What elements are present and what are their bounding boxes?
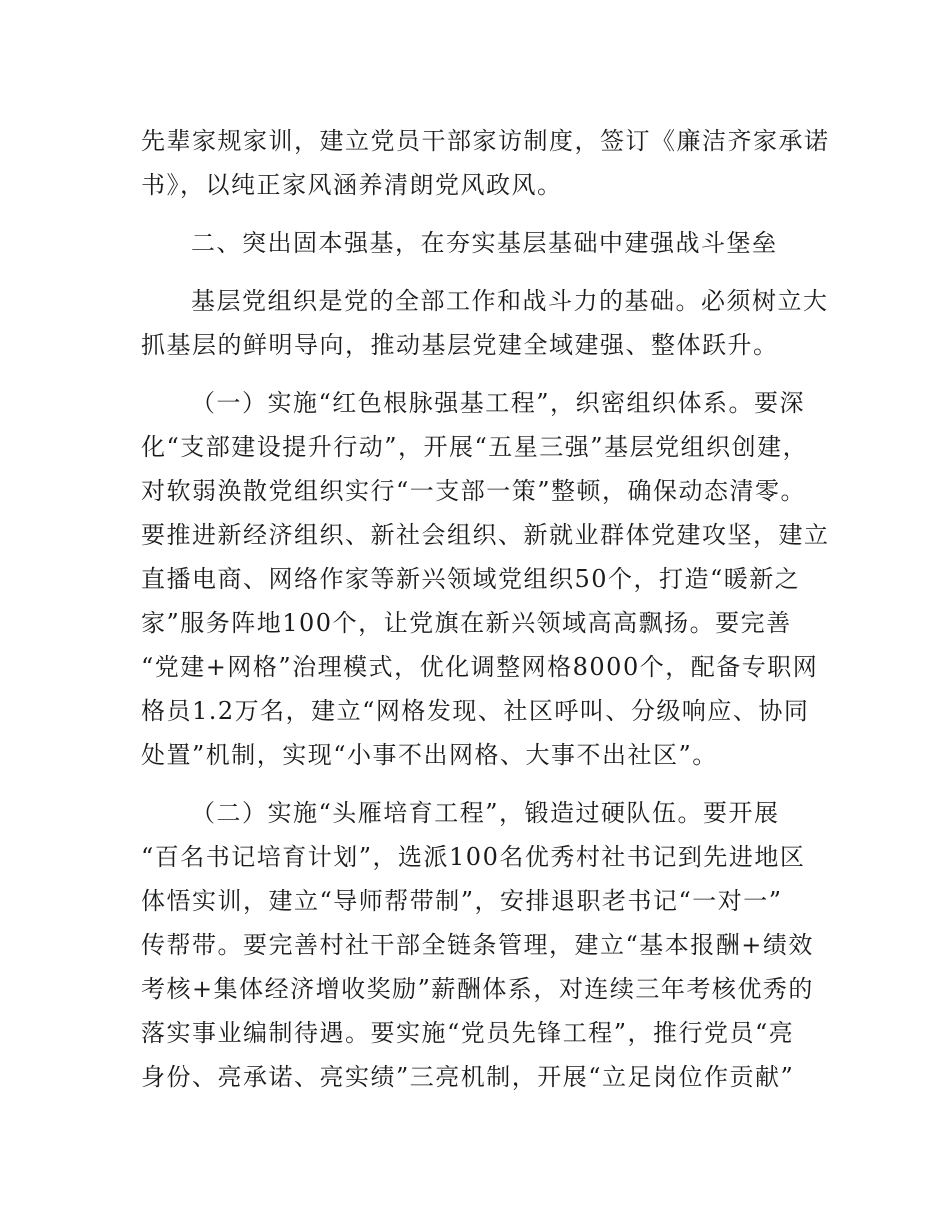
text-line: 家”服务阵地100个，让党旗在新兴领域高高飘扬。要完善: [141, 609, 792, 637]
subsection-lead: （二）实施“头雁培育工程”，锻造过硬队伍。要开展: [191, 799, 780, 827]
document-body: [141, 119, 830, 1099]
text-line: “百名书记培育计划”，选派100名优秀村社书记到先进地区: [141, 843, 806, 871]
text-line: 处置”机制，实现“小事不出网格、大事不出社区”。: [141, 741, 718, 769]
text-line: 直播电商、网络作家等新兴领域党组织50个，打造“暖新之: [141, 565, 801, 593]
text-line: 抓基层的鲜明导向，推动基层党建全域建强、整体跃升。: [141, 331, 779, 359]
text-line: 格员1.2万名，建立“网格发现、社区呼叫、分级响应、协同: [141, 697, 810, 725]
section-heading: 二、突出固本强基，在夯实基层基础中建强战斗堡垒: [191, 229, 778, 257]
text-line: 基层党组织是党的全部工作和战斗力的基础。必须树立大: [191, 287, 829, 315]
subsection-lead: （一）实施“红色根脉强基工程”，织密组织体系。要深: [191, 389, 806, 417]
text-line: 考核+集体经济增收奖励”薪酬体系，对连续三年考核优秀的: [141, 975, 814, 1003]
text-line: 对软弱涣散党组织实行“一支部一策”整顿，确保动态清零。: [141, 477, 807, 505]
text-line: 落实事业编制待遇。要实施“党员先锋工程”，推行党员“亮: [141, 1019, 795, 1047]
text-line: 书》，以纯正家风涵养清朗党风政风。: [141, 171, 563, 199]
text-line: 要推进新经济组织、新社会组织、新就业群体党建攻坚，建立: [141, 521, 830, 549]
text-line: 身份、亮承诺、亮实绩”三亮机制，开展“立足岗位作贡献”: [141, 1063, 795, 1091]
text-line: 化“支部建设提升行动”，开展“五星三强”基层党组织创建，: [141, 433, 809, 461]
text-line: 先辈家规家训，建立党员干部家访制度，签订《廉洁齐家承诺: [141, 127, 830, 155]
text-line: 传帮带。要完善村社干部全链条管理，建立“基本报酬+绩效: [141, 931, 814, 959]
text-line: 体悟实训，建立“导师帮带制”，安排退职老书记“一对一”: [141, 887, 783, 915]
text-line: “党建+网格”治理模式，优化调整网格8000个，配备专职网: [141, 653, 819, 681]
